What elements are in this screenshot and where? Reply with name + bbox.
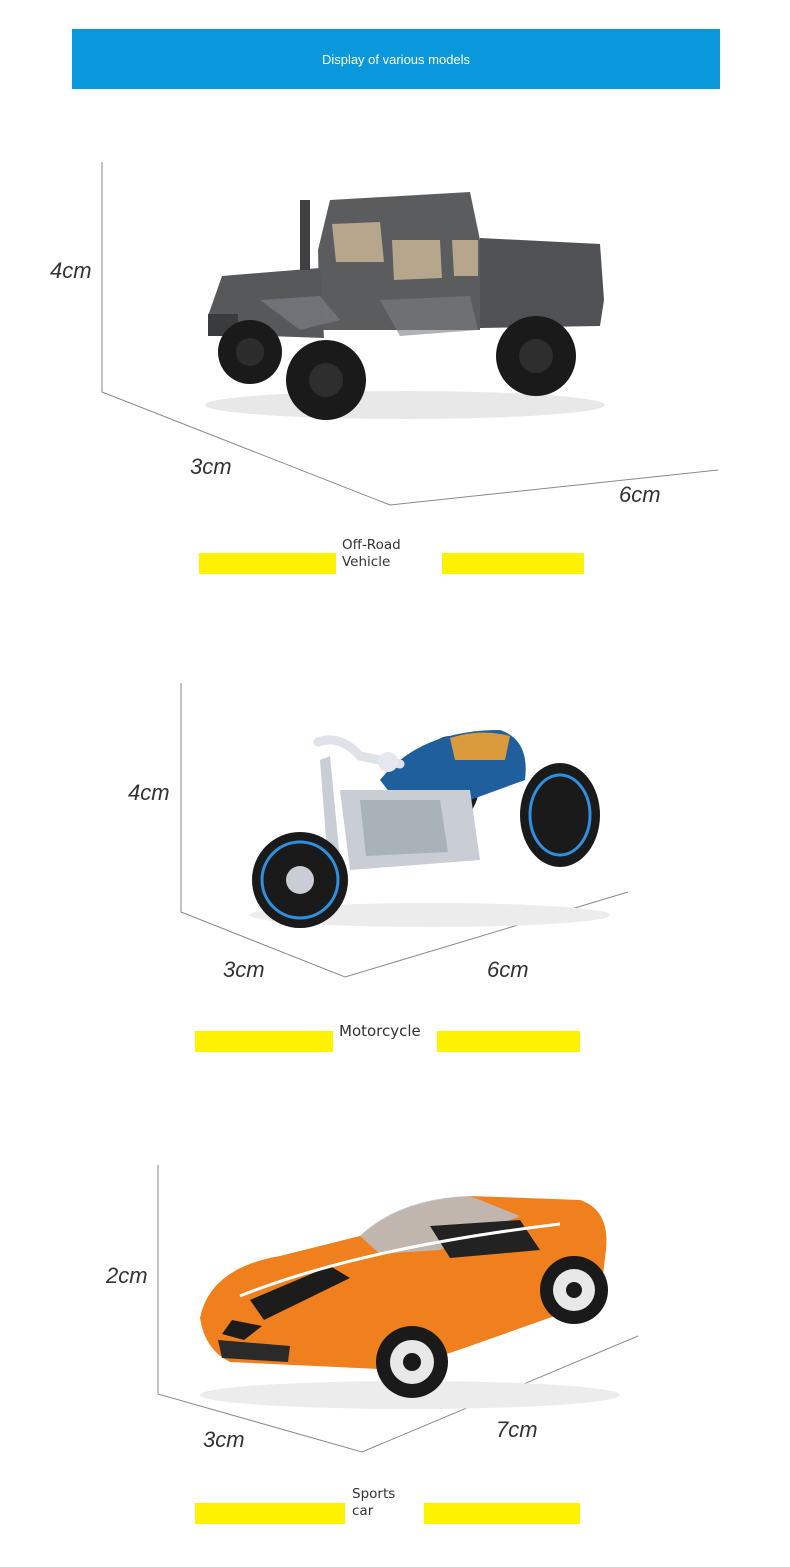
sportscar-caption [352,1486,395,1520]
offroad-length-label: 6cm [619,482,661,507]
sportscar-caption-bar-right [424,1503,580,1524]
sportscar-caption-bar-left [195,1503,345,1524]
offroad-caption-line-1: Off-Road [342,537,401,553]
motorcycle-depth-label: 3cm [223,957,265,982]
offroad-height-label: 4cm [50,258,92,283]
offroad-caption-line-2: Vehicle [342,554,391,570]
sportscar-depth-label: 3cm [203,1427,245,1452]
sportscar-height-label: 2cm [106,1263,148,1288]
sportscar-length-label: 7cm [496,1417,538,1442]
motorcycle-length-label: 6cm [487,957,529,982]
sportscar-caption-line-2: car [352,1503,374,1519]
offroad-depth-label: 3cm [190,454,232,479]
motorcycle-height-label: 4cm [128,780,170,805]
motorcycle-caption: Motorcycle [339,1022,421,1040]
page-title: Display of various models [321,51,471,67]
sportscar-caption-line-1: Sports [352,1486,396,1502]
